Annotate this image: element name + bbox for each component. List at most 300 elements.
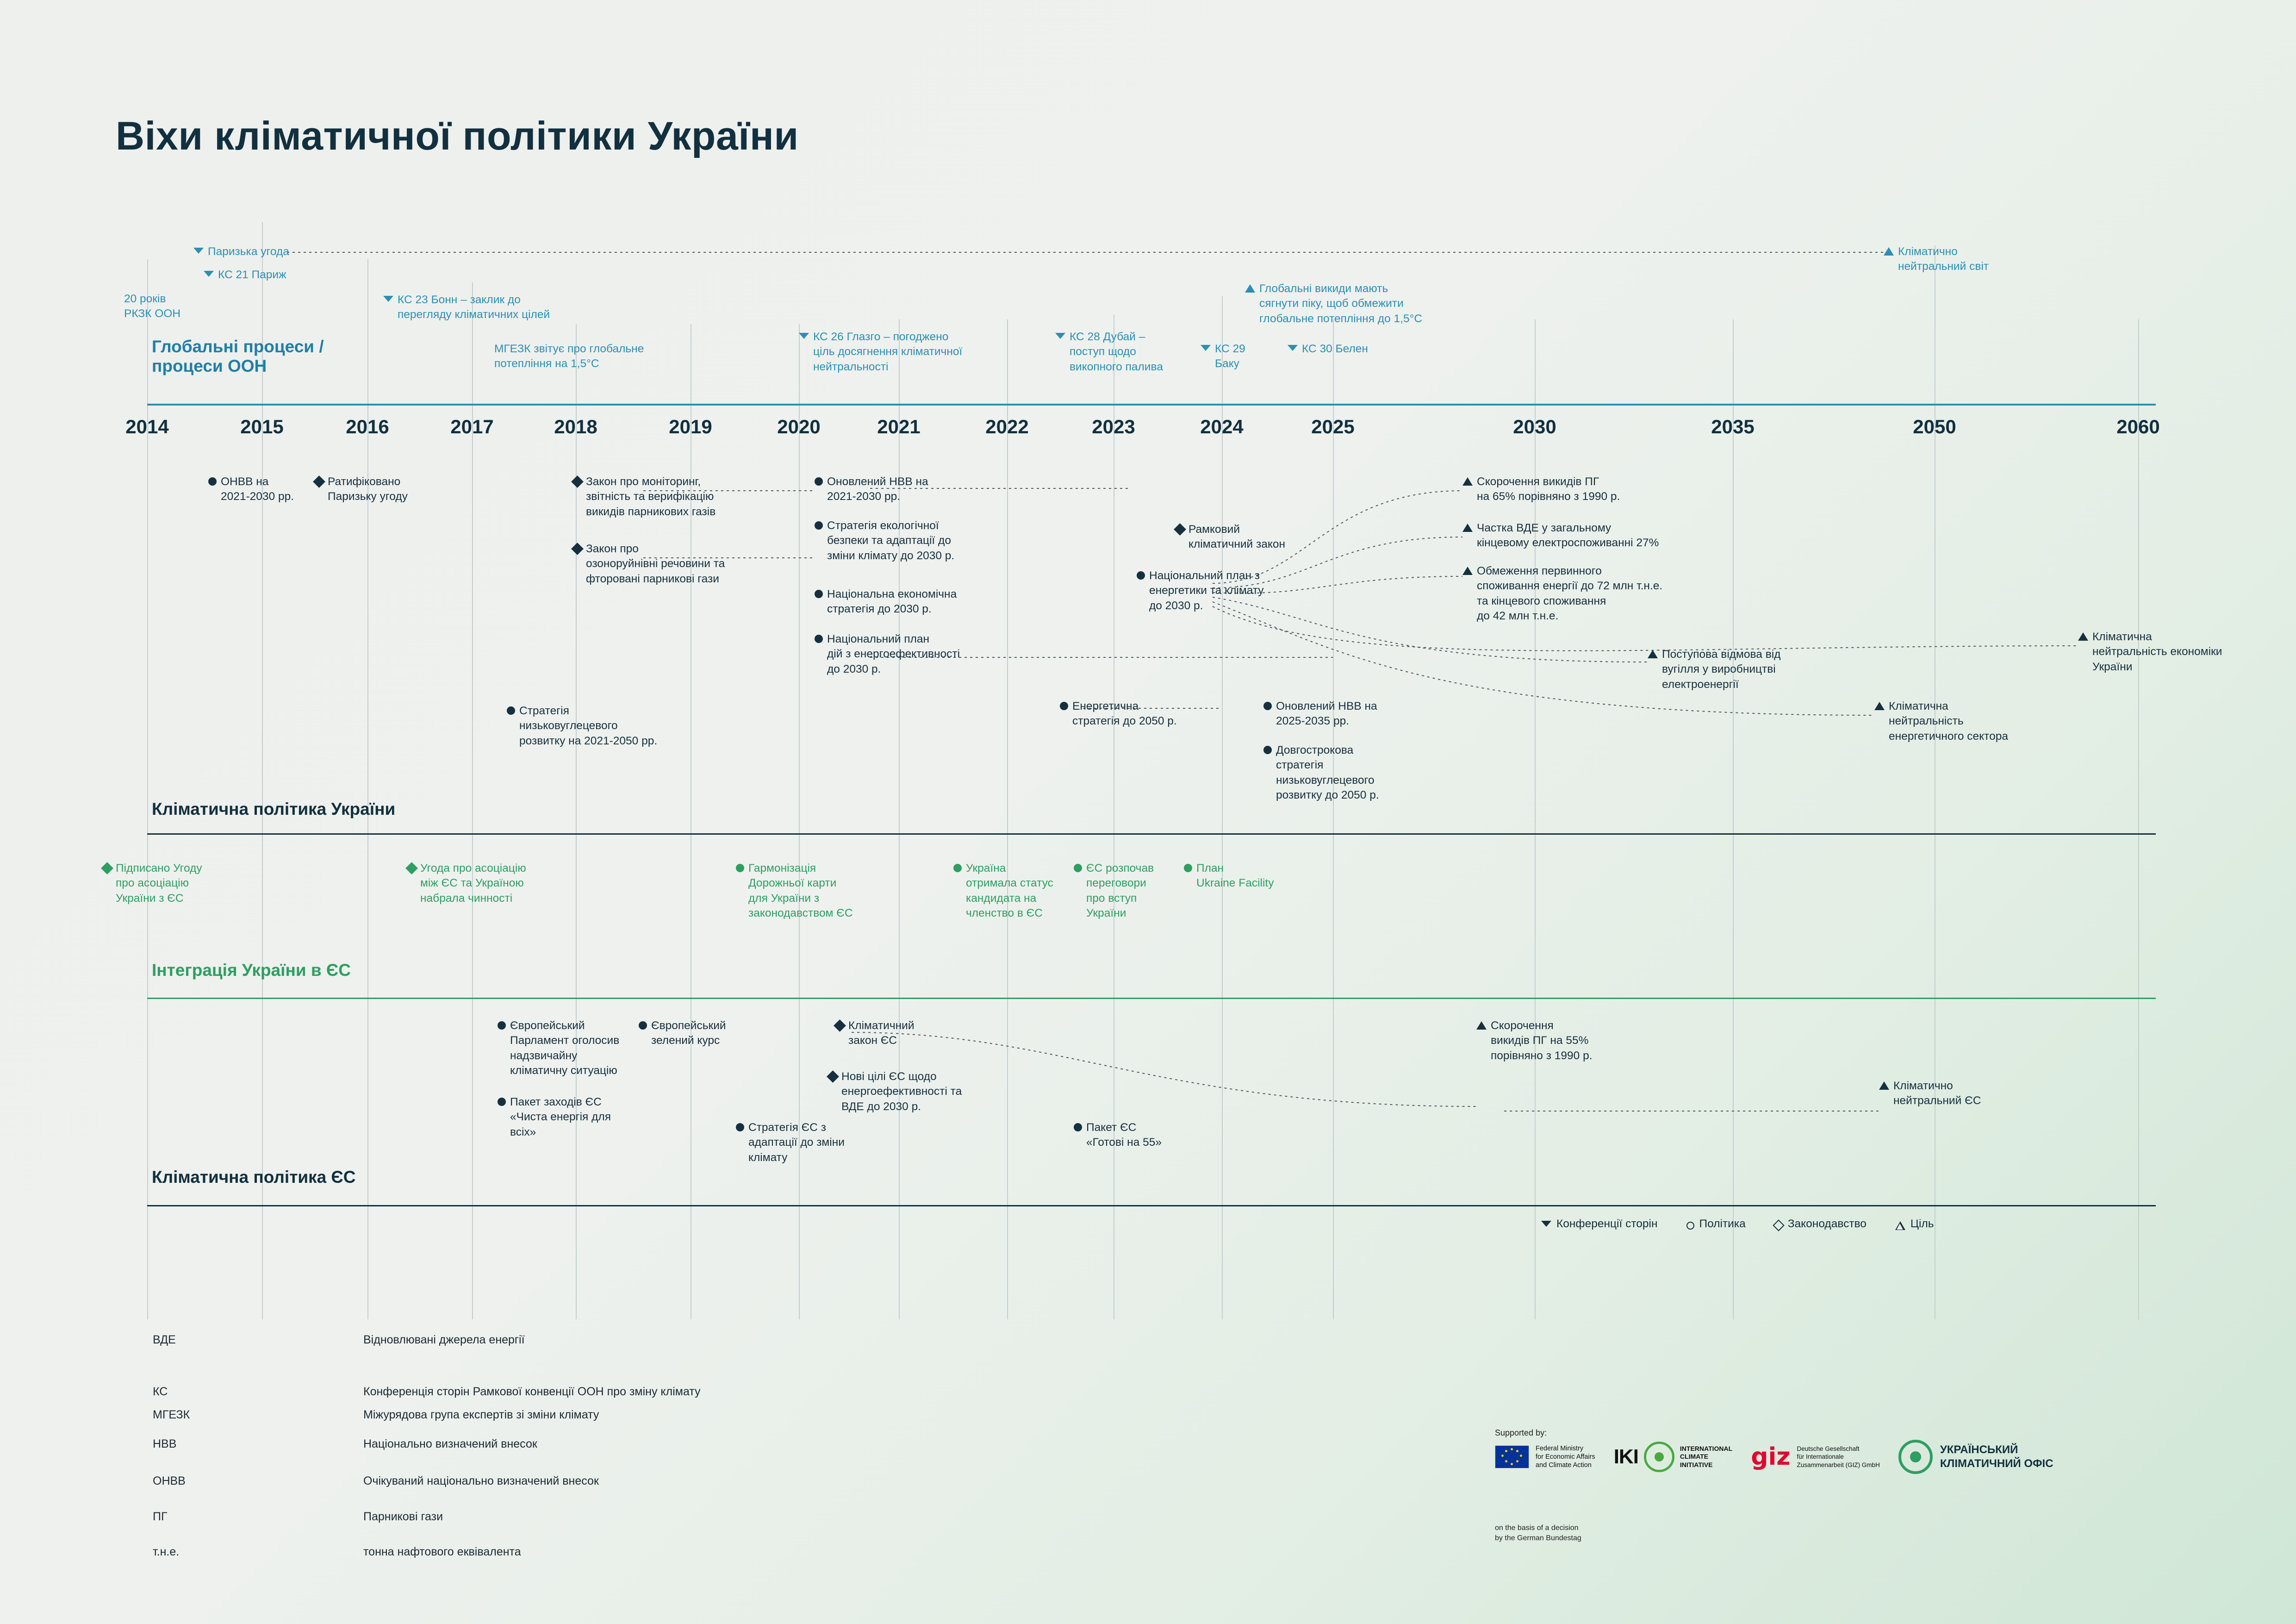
chevron-icon: [1541, 1219, 1551, 1229]
legend-item-legislation: [1774, 1218, 1867, 1230]
global-event-cop30: [1288, 342, 1368, 356]
uko-ring-icon: [1898, 1440, 1933, 1474]
ua-event-6-line3: зміни клімату до 2030 р.: [827, 549, 955, 562]
bmwk-line1: Federal Ministry: [1536, 1444, 1584, 1452]
year-2023: 2023: [1092, 416, 1135, 437]
eu-int-candidate-status: [953, 861, 1053, 921]
eu-pol-0-line4: кліматичну ситуацію: [510, 1064, 617, 1077]
section-label-eu-integration: Інтеграція України в ЄС: [152, 961, 351, 980]
gridline-2020: [799, 324, 800, 1319]
triangle-icon: [1884, 247, 1894, 256]
supported-by-label: Supported by:: [1495, 1428, 1547, 1437]
ua-event-energy-strategy-2050: [1060, 699, 1177, 729]
eu-pol-0-line1: Європейський: [510, 1019, 585, 1032]
eu-int-roadmap-harmonization: [736, 861, 853, 921]
ua-target-ghg-65: [1462, 475, 1620, 505]
eu-pol-fit-for-55: [1074, 1120, 1162, 1150]
section-label-global-line2: процеси ООН: [152, 356, 267, 375]
chevron-icon: [1055, 331, 1065, 341]
global-event-5-line1: КС 26 Глазго – погоджено: [813, 331, 949, 343]
legend: [1541, 1218, 1934, 1230]
legend-label-1: Політика: [1699, 1218, 1746, 1230]
eu-int-ukraine-facility: [1184, 861, 1274, 891]
abbreviation-key-1: КС: [153, 1385, 168, 1398]
ua-event-2-line1: Закон про моніторинг,: [586, 475, 701, 488]
year-2030: 2030: [1513, 416, 1556, 437]
abbreviation-key-5: ПГ: [153, 1510, 168, 1523]
global-event-cop28: [1055, 330, 1163, 375]
triangle-icon: [1245, 284, 1255, 293]
ua-event-4-line2: низьковуглецевого: [519, 719, 618, 732]
ua-event-8-line3: до 2030 р.: [827, 662, 881, 675]
global-event-7-line2: сягнути піку, щоб обмежити: [1259, 297, 1404, 310]
ua-event-energy-efficiency-plan: [815, 632, 960, 677]
section-label-eu-policy: Кліматична політика ЄС: [152, 1168, 356, 1187]
ua-event-paris-ratified: [315, 475, 408, 505]
eu-pol-1-line1: Європейський: [651, 1019, 726, 1032]
year-2050: 2050: [1913, 416, 1956, 437]
ua-event-5-line2: 2021-2030 рр.: [827, 490, 901, 503]
ua-target-res-27: [1462, 521, 1659, 551]
global-event-10-line1: Кліматично: [1898, 245, 1958, 258]
eu-pol-clean-energy-package: [498, 1095, 611, 1140]
legend-item-policy: [1686, 1218, 1746, 1230]
global-event-cop26: [799, 330, 962, 375]
global-event-9-label: КС 30 Белен: [1302, 343, 1368, 355]
circle-icon: [815, 521, 823, 530]
eu-pol-2-line2: «Чиста енергія для: [510, 1111, 611, 1124]
global-event-climate-neutral-world: [1884, 244, 1989, 275]
year-2060: 2060: [2116, 416, 2160, 437]
eu-int-5-line1: План: [1196, 862, 1224, 874]
ua-event-indc: [208, 475, 294, 505]
global-event-5-line3: нейтральності: [813, 360, 889, 373]
bmwk-logo: [1495, 1444, 1595, 1469]
ua-event-15-line2: кінцевому електроспоживанні 27%: [1477, 537, 1659, 550]
chevron-icon: [1288, 343, 1298, 353]
ua-target-energy-sector-neutral: [1874, 699, 2008, 744]
ua-event-14-line1: Скорочення викидів ПГ: [1477, 475, 1599, 488]
year-2035: 2035: [1711, 416, 1755, 437]
circle-icon: [639, 1021, 647, 1030]
gridline-2024: [1222, 296, 1223, 1319]
abbreviation-key-2: МГЕЗК: [153, 1408, 190, 1421]
ua-target-economy-neutral: [2078, 630, 2222, 675]
ua-event-5-line1: Оновлений НВВ на: [827, 475, 928, 488]
ua-event-13-line3: низьковуглецевого: [1276, 774, 1375, 787]
year-2025: 2025: [1311, 416, 1355, 437]
eu-pol-green-deal: [639, 1018, 726, 1049]
abbreviation-value-0: Відновлювані джерела енергії: [363, 1333, 525, 1346]
uko-text: [1940, 1443, 2053, 1471]
circle-icon: [1074, 1123, 1082, 1131]
ua-event-10-line2: кліматичний закон: [1188, 538, 1286, 551]
giz-wordmark: giz: [1751, 1443, 1791, 1471]
circle-icon: [507, 706, 515, 715]
ua-event-3-line2: озоноруйнівні речовини та: [586, 557, 725, 570]
triangle-icon: [1476, 1021, 1487, 1030]
triangle-icon: [1879, 1081, 1889, 1090]
gridline-2030: [1535, 319, 1536, 1319]
ua-event-19-line1: Кліматична: [2092, 631, 2152, 643]
ua-event-updated-ndc: [815, 475, 928, 505]
global-event-7-line3: глобальне потепління до 1,5°C: [1259, 312, 1423, 325]
iki-subtitle: [1680, 1445, 1732, 1469]
ua-event-lowcarbon-strategy-2050: [507, 704, 657, 749]
eu-int-4-line1: ЄС розпочав: [1086, 862, 1154, 874]
eu-pol-8-line2: нейтральний ЄС: [1893, 1094, 1981, 1107]
global-event-3-line2: перегляду кліматичних цілей: [398, 308, 550, 321]
year-2024: 2024: [1200, 416, 1244, 437]
giz-logo: [1751, 1443, 1880, 1471]
ua-event-8-line2: дій з енергоефективності: [827, 648, 960, 661]
eu-int-4-line2: переговори: [1086, 877, 1146, 890]
eu-int-0-line2: про асоціацію: [116, 877, 189, 890]
diamond-icon: [827, 1070, 839, 1083]
abbreviation-row-5: [153, 1510, 940, 1529]
eu-integration-rule: [147, 998, 2156, 999]
ua-target-energy-cap: [1462, 564, 1662, 624]
uko-line2: КЛІМАТИЧНИЙ ОФІС: [1940, 1457, 2053, 1470]
ua-event-3-line3: фторовані парникові гази: [586, 572, 719, 585]
eu-pol-6-line2: «Готові на 55»: [1086, 1136, 1162, 1149]
global-event-3-line1: КС 23 Бонн – заклик до: [398, 294, 521, 306]
ua-event-4-line3: розвитку на 2021-2050 рр.: [519, 734, 658, 747]
eu-pol-8-line1: Кліматично: [1893, 1080, 1953, 1092]
global-event-peak-emissions: [1245, 281, 1422, 326]
ua-event-19-line3: України: [2092, 660, 2133, 673]
abbreviation-key-6: т.н.е.: [153, 1545, 180, 1558]
circle-icon: [815, 477, 823, 486]
circle-icon: [815, 590, 823, 598]
ua-event-17-line2: вугілля у виробництві: [1662, 663, 1776, 676]
section-label-global-line1: Глобальні процеси /: [152, 337, 324, 356]
global-event-unfccc20: [124, 292, 180, 322]
global-event-8-line1: КС 29: [1215, 343, 1245, 355]
iki-name: IKI: [1613, 1445, 1638, 1468]
ua-policy-rule: [147, 833, 2156, 835]
eu-int-accession-talks: [1074, 861, 1154, 921]
eu-int-4-line3: про вступ: [1086, 892, 1137, 905]
triangle-icon: [2078, 632, 2088, 641]
ua-event-16-line1: Обмеження первинного: [1477, 565, 1602, 577]
eu-int-1-line3: набрала чинності: [420, 892, 513, 905]
legend-label-3: Ціль: [1910, 1218, 1934, 1230]
diamond-outline-icon: [1773, 1219, 1784, 1231]
global-event-4-line2: потепління на 1,5°C: [494, 357, 599, 370]
gridline-2025: [1333, 319, 1334, 1319]
global-event-5-line2: ціль досягнення кліматичної: [813, 345, 963, 358]
gridline-2060: [2138, 319, 2139, 1319]
legend-label-2: Законодавство: [1787, 1218, 1867, 1230]
iki-logo: [1614, 1442, 1733, 1472]
ua-event-framework-climate-law: [1176, 522, 1285, 552]
abbreviation-key-3: НВВ: [153, 1437, 177, 1450]
diamond-icon: [571, 475, 584, 488]
iki-line2: CLIMATE: [1680, 1453, 1709, 1461]
circle-icon: [498, 1098, 506, 1106]
abbreviation-value-1: Конференція сторін Рамкової конвенції ООН про зміну клімату: [363, 1385, 701, 1398]
ua-event-economic-strategy-2030: [815, 587, 957, 617]
ua-target-coal-phaseout: [1648, 647, 1780, 692]
circle-icon: [1263, 746, 1272, 754]
circle-icon: [1074, 864, 1082, 872]
ua-event-17-line3: електроенергії: [1662, 678, 1739, 691]
chevron-icon: [799, 331, 809, 341]
ua-event-1-line1: Ратифіковано: [328, 475, 401, 488]
eu-int-2-line4: законодавством ЄС: [748, 906, 853, 919]
global-event-cop29: [1201, 342, 1245, 372]
ukrainian-climate-office-logo: [1898, 1440, 2053, 1474]
ua-event-mrv-law: [573, 475, 716, 519]
global-event-cop21: [204, 268, 286, 282]
eu-int-3-line2: отримала статус: [966, 877, 1053, 890]
ua-event-18-line2: нейтральність: [1889, 715, 1964, 728]
eu-pol-5-line3: ВДЕ до 2030 р.: [841, 1100, 921, 1113]
giz-line1: Deutsche Gesellschaft: [1797, 1445, 1860, 1452]
eu-pol-0-line3: надзвичайну: [510, 1049, 578, 1062]
circle-icon: [953, 864, 962, 872]
ua-event-10-line1: Рамковий: [1188, 523, 1240, 536]
chevron-icon: [383, 294, 393, 304]
eu-pol-3-line3: клімату: [748, 1151, 788, 1164]
iki-line1: INTERNATIONAL: [1680, 1444, 1733, 1452]
iki-line3: INITIATIVE: [1680, 1461, 1713, 1468]
circle-icon: [498, 1021, 506, 1030]
eu-pol-climate-law: [835, 1018, 915, 1049]
ua-event-16-line2: споживання енергії до 72 млн т.н.е.: [1477, 580, 1663, 593]
diamond-icon: [405, 862, 418, 874]
giz-line2: für Internationale: [1797, 1453, 1844, 1461]
eu-int-0-line3: України з ЄС: [116, 892, 184, 905]
abbreviation-value-3: Національно визначений внесок: [363, 1437, 537, 1450]
ua-event-15-line1: Частка ВДЕ у загальному: [1477, 522, 1612, 534]
ua-event-13-line1: Довгострокова: [1276, 744, 1354, 756]
chevron-icon: [1201, 343, 1211, 353]
eu-pol-4-line1: Кліматичний: [848, 1019, 915, 1032]
section-label-global: [152, 337, 324, 376]
ua-event-12-line1: Оновлений НВВ на: [1276, 700, 1377, 712]
eu-int-2-line1: Гармонізація: [748, 862, 816, 874]
circle-icon: [208, 477, 217, 486]
diamond-icon: [313, 475, 325, 488]
gridline-2015: [262, 222, 263, 1319]
abbreviation-value-6: тонна нафтового еквівалента: [363, 1545, 521, 1558]
eu-pol-1-line2: зелений курс: [651, 1034, 720, 1047]
year-2016: 2016: [346, 416, 389, 437]
eu-int-4-line4: України: [1086, 906, 1126, 919]
bmwk-line2: for Economic Affairs: [1536, 1453, 1595, 1461]
timeline-axis: [147, 404, 2156, 406]
ua-event-2-line3: викидів парникових газів: [586, 505, 716, 518]
global-event-4-line1: МГЕЗК звітує про глобальне: [494, 343, 644, 355]
uko-line1: УКРАЇНСЬКИЙ: [1940, 1443, 2018, 1456]
bmwk-line3: and Climate Action: [1536, 1462, 1592, 1469]
year-2014: 2014: [125, 416, 169, 437]
ua-event-updated-ndc-2035: [1263, 699, 1377, 729]
global-event-paris-agreement: [193, 244, 289, 259]
circle-icon: [736, 864, 744, 872]
ua-event-2-line2: звітність та верифікацію: [586, 490, 714, 503]
year-2021: 2021: [877, 416, 921, 437]
giz-text: [1797, 1445, 1880, 1469]
iki-ring-icon: [1644, 1442, 1674, 1472]
abbreviation-row-6: [153, 1545, 940, 1564]
eu-pol-new-ee-res-targets: [828, 1069, 962, 1114]
eu-int-association-inforce: [407, 861, 526, 906]
ua-event-11-line2: енергетики та клімату: [1149, 584, 1264, 597]
eu-policy-rule: [147, 1205, 2156, 1206]
eu-int-0-line1: Підписано Угоду: [116, 862, 202, 874]
year-2020: 2020: [777, 416, 821, 437]
gridline-2035: [1733, 319, 1734, 1319]
ua-event-8-line1: Національний план: [827, 633, 930, 645]
gridline-2018: [576, 324, 577, 1319]
ua-event-18-line3: енергетичного сектора: [1889, 730, 2008, 743]
triangle-icon: [1462, 477, 1473, 486]
eu-pol-2-line3: всіх»: [510, 1125, 536, 1138]
legend-label-0: Конференції сторін: [1556, 1218, 1658, 1230]
bundestag-line2: by the German Bundestag: [1495, 1534, 1581, 1542]
eu-pol-target-ghg-55: [1476, 1018, 1593, 1063]
circle-icon: [1137, 571, 1145, 580]
eu-pol-4-line2: закон ЄС: [848, 1034, 897, 1047]
eu-pol-7-line2: викидів ПГ на 55%: [1491, 1034, 1589, 1047]
eu-pol-adaptation-strategy: [736, 1120, 845, 1165]
gridline-2022: [1007, 319, 1008, 1319]
global-event-ipcc15: [494, 342, 644, 372]
ua-event-19-line2: нейтральність економіки: [2092, 645, 2222, 658]
eu-pol-target-climate-neutral-eu: [1879, 1079, 1981, 1109]
abbreviation-key-0: ВДЕ: [153, 1333, 176, 1346]
bundestag-line1: on the basis of a decision: [1495, 1524, 1579, 1532]
eu-pol-2-line1: Пакет заходів ЄС: [510, 1096, 602, 1108]
ua-event-ozone-law: [573, 542, 725, 587]
abbreviation-row-4: [153, 1474, 940, 1493]
eu-pol-ep-climate-emergency: [498, 1018, 619, 1078]
footer-logos: [1495, 1440, 2053, 1474]
bundestag-note: [1495, 1523, 1581, 1543]
chevron-icon: [193, 246, 204, 256]
circle-icon: [1184, 864, 1192, 872]
diamond-icon: [571, 543, 584, 555]
global-event-8-line2: Баку: [1215, 357, 1239, 370]
diamond-icon: [1174, 523, 1186, 536]
abbreviation-value-2: Міжурядова група експертів зі зміни клімату: [363, 1408, 599, 1421]
triangle-icon: [1874, 702, 1885, 710]
global-event-2-label: КС 21 Париж: [218, 269, 286, 281]
ua-event-7-line1: Національна економічна: [827, 588, 957, 600]
abbreviation-value-4: Очікуваний національно визначений внесок: [363, 1474, 599, 1487]
eu-int-3-line3: кандидата на: [966, 892, 1037, 905]
eu-pol-3-line1: Стратегія ЄС з: [748, 1121, 826, 1134]
eu-int-2-line3: для України з: [748, 892, 820, 905]
ua-event-eco-security-strategy: [815, 518, 954, 563]
abbreviation-row-2: [153, 1408, 940, 1427]
eu-int-2-line2: Дорожньої карти: [748, 877, 837, 890]
ua-event-13-line4: розвитку до 2050 р.: [1276, 788, 1379, 801]
ua-event-4-line1: Стратегія: [519, 705, 569, 717]
year-2017: 2017: [450, 416, 494, 437]
eu-pol-0-line2: Парламент оголосив: [510, 1034, 620, 1047]
eu-int-association-signed: [103, 861, 202, 906]
eu-int-3-line4: членство в ЄС: [966, 906, 1043, 919]
section-label-ua-policy: Кліматична політика України: [152, 800, 396, 818]
triangle-icon: [1462, 524, 1473, 532]
year-2015: 2015: [240, 416, 284, 437]
eu-pol-7-line3: порівняно з 1990 р.: [1491, 1049, 1593, 1062]
circle-icon: [1060, 702, 1068, 710]
ua-event-14-line2: на 65% порівняно з 1990 р.: [1477, 490, 1620, 503]
ua-event-16-line4: до 42 млн т.н.е.: [1477, 609, 1559, 622]
ua-event-11-line1: Національний план з: [1149, 569, 1260, 582]
eu-pol-3-line2: адаптації до зміни: [748, 1136, 845, 1149]
ua-event-6-line2: безпеки та адаптації до: [827, 534, 951, 547]
triangle-outline-icon: [1895, 1221, 1905, 1230]
eu-flag-icon: [1495, 1445, 1529, 1468]
abbreviation-value-5: Парникові гази: [363, 1510, 443, 1523]
eu-pol-5-line1: Нові цілі ЄС щодо: [841, 1070, 937, 1083]
year-2022: 2022: [985, 416, 1029, 437]
legend-item-cop: [1541, 1218, 1658, 1230]
circle-icon: [815, 635, 823, 643]
ua-event-7-line2: стратегія до 2030 р.: [827, 603, 932, 616]
ua-event-11-line3: до 2030 р.: [1149, 599, 1203, 612]
global-event-7-line1: Глобальні викиди мають: [1259, 282, 1388, 295]
global-event-1-label: Паризька угода: [208, 245, 289, 258]
eu-int-1-line1: Угода про асоціацію: [420, 862, 526, 874]
global-event-10-line2: нейтральний світ: [1898, 260, 1989, 273]
global-event-0-line1: 20 років: [124, 293, 166, 305]
global-event-cop23: [383, 293, 550, 323]
chevron-icon: [204, 269, 214, 279]
ua-event-9-line2: стратегія до 2050 р.: [1072, 715, 1177, 728]
circle-outline-icon: [1686, 1222, 1694, 1230]
global-event-6-line2: поступ щодо: [1070, 345, 1136, 358]
circle-icon: [736, 1123, 744, 1131]
ua-event-3-line1: Закон про: [586, 543, 639, 555]
abbreviation-row-1: [153, 1385, 940, 1404]
circle-icon: [1263, 702, 1272, 710]
ua-event-13-line2: стратегія: [1276, 759, 1324, 772]
ua-event-6-line1: Стратегія екологічної: [827, 519, 939, 532]
page-title: Віхи кліматичної політики України: [116, 114, 799, 158]
bmwk-text: [1536, 1444, 1595, 1469]
legend-item-target: [1895, 1218, 1934, 1230]
ua-event-1-line2: Паризьку угоду: [328, 490, 408, 503]
eu-pol-5-line2: енергоефективності та: [841, 1085, 962, 1098]
diamond-icon: [834, 1019, 846, 1032]
giz-line3: Zusammenarbeit (GIZ) GmbH: [1797, 1461, 1880, 1468]
abbreviation-row-3: [153, 1437, 940, 1456]
year-2018: 2018: [554, 416, 597, 437]
triangle-icon: [1462, 567, 1473, 575]
gridline-2017: [472, 282, 473, 1319]
ua-event-18-line1: Кліматична: [1889, 700, 1948, 712]
ua-event-necp-2030: [1137, 568, 1264, 613]
abbreviation-row-0: [153, 1333, 940, 1352]
ua-event-9-line1: Енергетична: [1072, 700, 1139, 712]
eu-pol-7-line1: Скорочення: [1491, 1019, 1554, 1032]
global-event-0-line2: РКЗК ООН: [124, 307, 181, 320]
abbreviation-key-4: ОНВВ: [153, 1474, 186, 1487]
eu-pol-6-line1: Пакет ЄС: [1086, 1121, 1137, 1134]
eu-int-1-line2: між ЄС та Україною: [420, 877, 524, 890]
eu-int-5-line2: Ukraine Facility: [1196, 877, 1274, 890]
global-event-6-line1: КС 28 Дубай –: [1070, 331, 1145, 343]
diamond-icon: [101, 862, 113, 874]
gridline-2021: [899, 319, 900, 1319]
